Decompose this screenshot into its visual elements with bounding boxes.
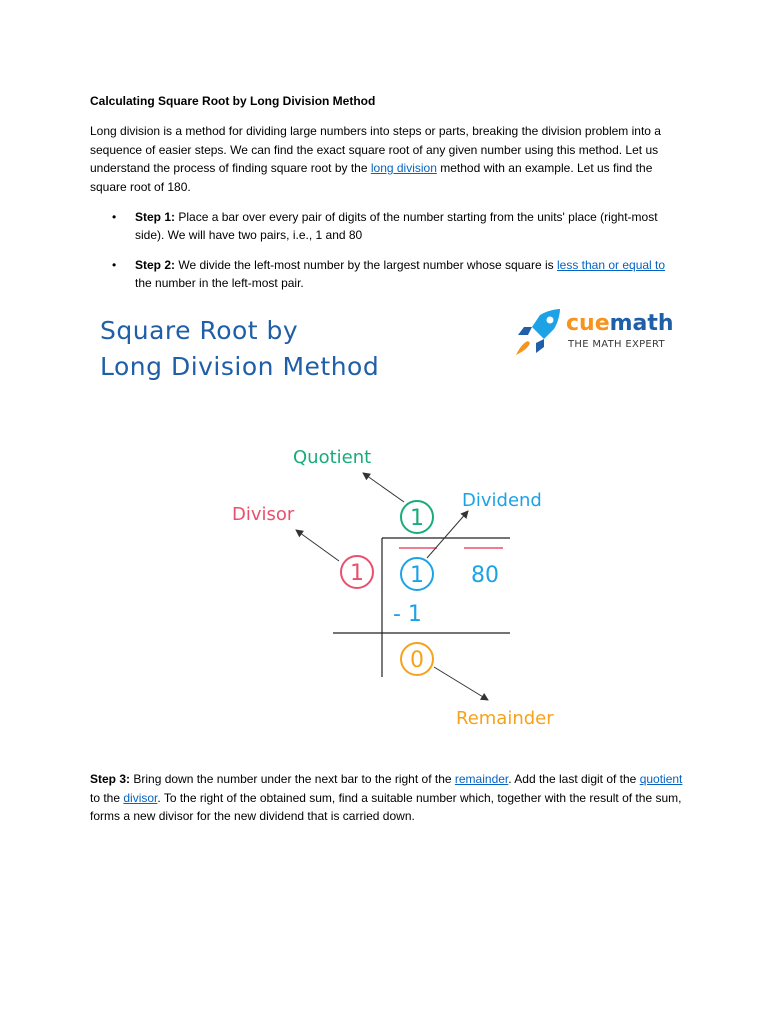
figure-title-line-1: Square Root by [100,316,299,345]
long-division-figure [90,305,690,735]
step-2-item [90,256,670,292]
step-3-text-3: to the [90,790,124,805]
long-division-link[interactable]: long division [370,161,437,175]
quotient-digit: 1 [410,506,424,531]
intro-text-before: Long division is a method for dividing large numbers into steps or parts, breaking the division problem into a sequence of easier steps. We can find the exact square root of any given number using this method. Let us understand the process of finding square root by the [90,124,661,175]
step-2-label: Step 2: [135,258,176,272]
step-1-item [90,208,670,244]
divisor-link[interactable]: divisor [123,790,158,805]
remainder-link[interactable]: remainder [454,772,509,786]
intro-text-after: method with an example. Let us find the square root of 180. [90,161,653,194]
step-1-label: Step 1: [135,210,176,224]
remainder-digit: 0 [410,648,424,673]
quotient-arrow [363,473,404,502]
section-heading: Calculating Square Root by Long Division Method [90,94,376,108]
dividend-label: Dividend [462,490,542,511]
step-3-text-1: Bring down the number under the next bar to the right of the [130,772,455,786]
division-diagram [90,305,690,735]
divisor-label: Divisor [232,504,295,525]
logo-math-text: math [609,311,674,336]
quotient-link[interactable]: quotient [639,772,683,786]
step-1-text: Place a bar over every pair of digits of the number starting from the units' place (right-most side). We will have two pairs, i.e., 1 and 80 [135,210,658,242]
intro-paragraph [90,122,690,196]
step-3-text-4: . To the right of the obtained sum, find a suitable number which, together with the result of the sum, forms a new divisor for the new dividend that is carried down. [90,790,682,823]
dividend-second-pair: 80 [471,563,499,588]
bullet-icon: • [112,210,117,224]
step-3-paragraph [90,770,690,826]
dividend-first-digit: 1 [410,563,424,588]
divisor-digit: 1 [350,561,364,586]
step-3-label: Step 3: [90,772,131,786]
subtract-value: - 1 [393,602,422,627]
bullet-icon: • [112,258,117,272]
logo-tagline: THE MATH EXPERT [568,339,665,350]
logo-cue-text: cue [566,311,610,336]
remainder-label: Remainder [456,708,554,729]
step-2-text-before: We divide the left-most number by the largest number whose square is [175,258,557,272]
step-2-text-after: the number in the left-most pair. [135,276,304,290]
quotient-label: Quotient [293,447,372,468]
less-than-or-equal-link[interactable]: less than or equal to [556,258,666,272]
remainder-arrow [434,667,488,700]
step-3-text-2: . Add the last digit of the [508,772,640,786]
figure-title-line-2: Long Division Method [100,352,380,381]
divisor-arrow [296,530,339,561]
steps-list [90,208,670,304]
